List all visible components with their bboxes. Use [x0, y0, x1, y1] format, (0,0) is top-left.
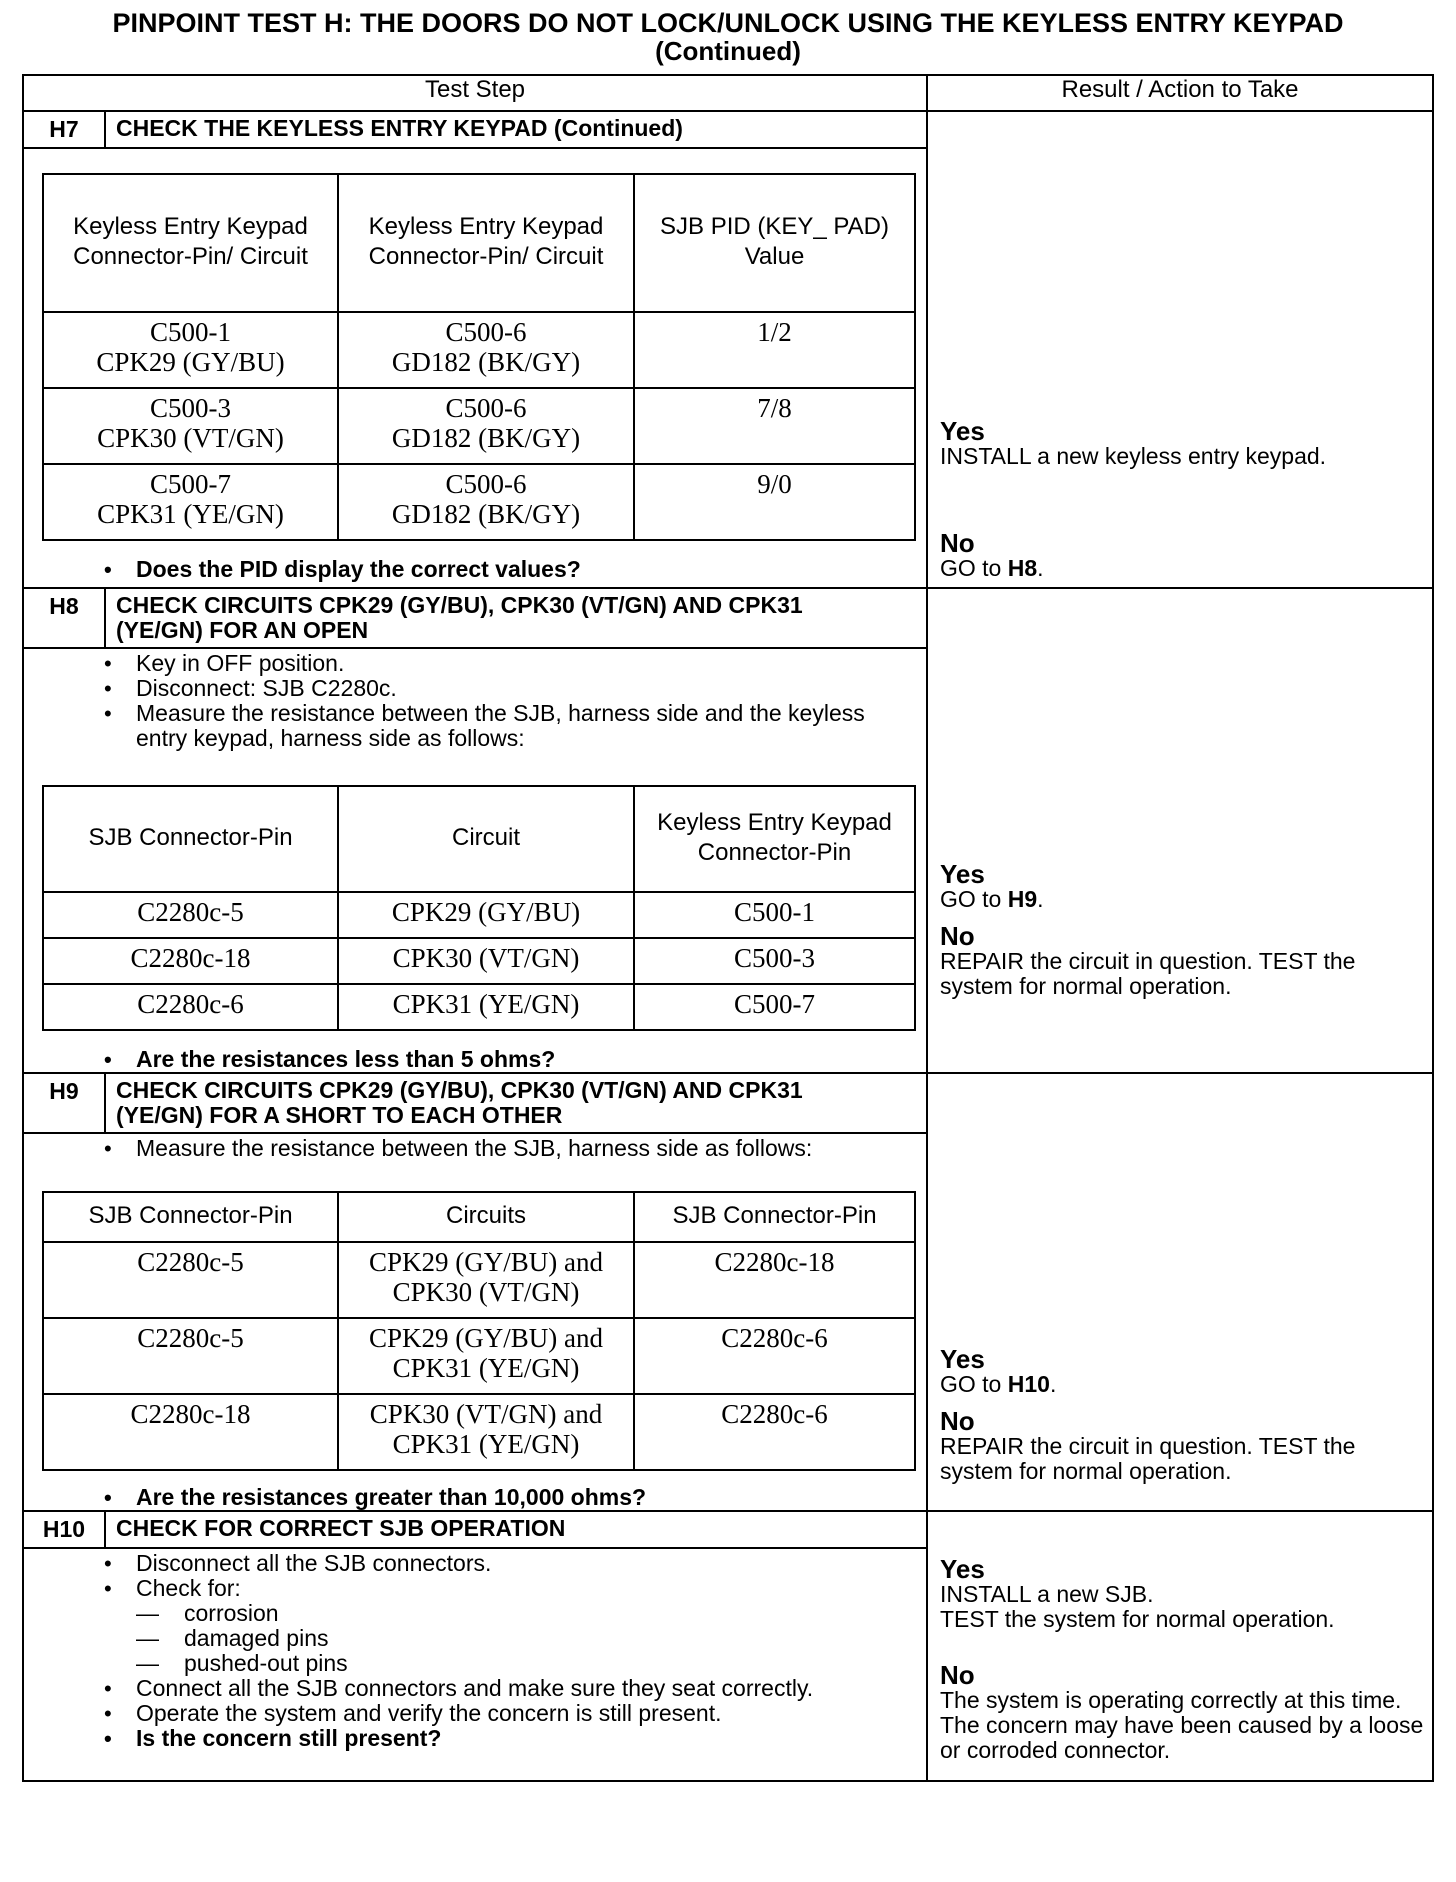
- no-label: No: [940, 1660, 975, 1690]
- table-cell: [338, 312, 634, 388]
- table-cell: C500-3: [634, 938, 915, 984]
- table-header-cell: Keyless Entry Keypad Connector-Pin/ Circuit: [338, 174, 634, 312]
- no-text: [940, 556, 1424, 581]
- pid-table: [42, 173, 916, 541]
- cell-line: CPK30 (VT/GN) and: [369, 1399, 603, 1429]
- step-title-h10: CHECK FOR CORRECT SJB OPERATION: [116, 1515, 566, 1541]
- table-row: [43, 464, 915, 540]
- table-cell: CPK30 (VT/GN): [338, 938, 634, 984]
- step-id-h9: H9: [24, 1074, 106, 1132]
- table-header-cell: Circuits: [338, 1192, 634, 1242]
- table-row: [43, 388, 915, 464]
- cell-line: CPK29 (GY/BU) and: [369, 1323, 603, 1353]
- cell-line: C500-6: [445, 393, 527, 423]
- result-no-h10: [940, 1662, 1424, 1763]
- result-no-h8: [940, 923, 1424, 999]
- table-row: [43, 892, 915, 938]
- cell-line: CPK30 (VT/GN): [392, 1277, 580, 1307]
- table-cell: [338, 1394, 634, 1470]
- no-label: No: [940, 1406, 975, 1436]
- no-text: The system is operating correctly at this time. The concern may have been caused by a loose or corroded connector.: [940, 1687, 1424, 1763]
- bullet-item: • Disconnect: SJB C2280c.: [24, 676, 926, 701]
- yes-text-suffix: .: [1049, 1371, 1057, 1397]
- table-cell: [338, 388, 634, 464]
- bullet-list-h9: [24, 1136, 926, 1161]
- result-cell-h10: [927, 1511, 1433, 1781]
- table-row: [43, 1394, 915, 1470]
- question-h9: • Are the resistances greater than 10,000 ohms?: [24, 1485, 926, 1510]
- table-row: [43, 938, 915, 984]
- result-cell-h8: [927, 588, 1433, 1073]
- table-header-cell: SJB Connector-Pin: [43, 1192, 338, 1242]
- yes-label: Yes: [940, 1344, 985, 1374]
- no-label: No: [940, 921, 975, 951]
- table-cell: [43, 312, 338, 388]
- step-row-h10: [23, 1511, 1433, 1781]
- cell-line: CPK29 (GY/BU): [96, 347, 285, 377]
- yes-text: INSTALL a new keyless entry keypad.: [940, 443, 1327, 469]
- cell-line: C500-7: [150, 469, 231, 499]
- step-row-h7: [23, 111, 1433, 588]
- title-line: CHECK CIRCUITS CPK29 (GY/BU), CPK30 (VT/GN) AND CPK31: [116, 592, 803, 618]
- table-cell: 7/8: [634, 388, 915, 464]
- test-step-column-header: Test Step: [23, 75, 927, 111]
- table-cell: C2280c-6: [634, 1394, 915, 1470]
- sub-list-h10: [24, 1601, 926, 1676]
- bullet-item: • Disconnect all the SJB connectors.: [24, 1551, 926, 1576]
- cell-line: C500-6: [445, 317, 527, 347]
- table-header-row: [43, 174, 915, 312]
- step-row-h8: [23, 588, 1433, 1073]
- result-yes-h10: [940, 1556, 1424, 1632]
- bullet-item: • Connect all the SJB connectors and make sure they seat correctly.: [24, 1676, 926, 1701]
- step-title-h8: [106, 589, 926, 647]
- step-cell-h8: [23, 588, 927, 1073]
- step-id-h7: H7: [24, 112, 106, 147]
- sub-item: — pushed-out pins: [24, 1651, 926, 1676]
- cell-line: GD182 (BK/GY): [391, 347, 581, 377]
- bullet-list-h8: [24, 651, 926, 751]
- step-title-h7: CHECK THE KEYLESS ENTRY KEYPAD (Continued): [116, 115, 683, 141]
- table-header-row: [43, 1192, 915, 1242]
- table-header-cell: Keyless Entry Keypad Connector-Pin/ Circuit: [43, 174, 338, 312]
- table-cell: [338, 1318, 634, 1394]
- bullet-item: • Operate the system and verify the concern is still present.: [24, 1701, 926, 1726]
- step-cell-h9: [23, 1073, 927, 1511]
- yes-label: Yes: [940, 416, 985, 446]
- step-row-h9: [23, 1073, 1433, 1511]
- cell-line: C500-1: [150, 317, 231, 347]
- yes-text-line: INSTALL a new SJB.: [940, 1581, 1154, 1607]
- table-header-cell: Circuit: [338, 786, 634, 892]
- question-list-h9: [24, 1485, 926, 1510]
- question-h10: • Is the concern still present?: [24, 1726, 926, 1751]
- no-text-prefix: GO to: [940, 555, 1008, 581]
- table-header-cell: SJB PID (KEY_ PAD) Value: [634, 174, 915, 312]
- no-label: No: [940, 528, 975, 558]
- cell-line: CPK30 (VT/GN): [97, 423, 284, 453]
- table-cell: C2280c-6: [43, 984, 338, 1030]
- title-line: (YE/GN) FOR A SHORT TO EACH OTHER: [116, 1102, 563, 1128]
- step-reference-link: H9: [1007, 886, 1038, 912]
- step-cell-h7: [23, 111, 927, 588]
- table-cell: 1/2: [634, 312, 915, 388]
- yes-text-suffix: .: [1037, 886, 1044, 912]
- table-row: [43, 984, 915, 1030]
- table-cell: C500-7: [634, 984, 915, 1030]
- no-text: REPAIR the circuit in question. TEST the system for normal operation.: [940, 948, 1356, 999]
- table-cell: [338, 464, 634, 540]
- title-line: CHECK CIRCUITS CPK29 (GY/BU), CPK30 (VT/GN) AND CPK31: [116, 1077, 803, 1103]
- table-header-row: [43, 786, 915, 892]
- result-cell-h9: [927, 1073, 1433, 1511]
- result-cell-h7: [927, 111, 1433, 588]
- bullet-item: • Measure the resistance between the SJB, harness side as follows:: [24, 1136, 926, 1161]
- result-column-header: Result / Action to Take: [927, 75, 1433, 111]
- yes-text-prefix: GO to: [940, 886, 1008, 912]
- resistance-table: [42, 785, 916, 1031]
- table-cell: C2280c-6: [634, 1318, 915, 1394]
- table-row: [43, 1242, 915, 1318]
- table-cell: 9/0: [634, 464, 915, 540]
- cell-line: CPK29 (GY/BU) and: [369, 1247, 603, 1277]
- table-row: [43, 312, 915, 388]
- pinpoint-test-table: [22, 74, 1434, 1782]
- no-text-suffix: .: [1037, 555, 1044, 581]
- result-yes-h7: [940, 418, 1424, 469]
- step-reference-link: H10: [1007, 1371, 1050, 1397]
- bullet-list-h10-b: [24, 1676, 926, 1751]
- sub-item: — corrosion: [24, 1601, 926, 1626]
- title-line: (YE/GN) FOR AN OPEN: [116, 617, 369, 643]
- step-header-h10: [24, 1512, 926, 1549]
- bullet-item: [24, 1576, 926, 1601]
- step-header-h8: [24, 589, 926, 649]
- question-list-h8: [24, 1047, 926, 1072]
- no-text: REPAIR the circuit in question. TEST the system for normal operation.: [940, 1433, 1356, 1484]
- cell-line: CPK31 (YE/GN): [392, 1429, 580, 1459]
- step-id-h8: H8: [24, 589, 106, 647]
- table-cell: C2280c-18: [43, 1394, 338, 1470]
- yes-text-line: TEST the system for normal operation.: [940, 1606, 1335, 1632]
- cell-line: CPK31 (YE/GN): [392, 1353, 580, 1383]
- yes-label: Yes: [940, 859, 985, 889]
- yes-label: Yes: [940, 1554, 985, 1584]
- table-cell: CPK29 (GY/BU): [338, 892, 634, 938]
- step-title-h9: [106, 1074, 926, 1132]
- yes-text: [940, 887, 1424, 912]
- table-header-cell: SJB Connector-Pin: [634, 1192, 915, 1242]
- page-title-line1: PINPOINT TEST H: THE DOORS DO NOT LOCK/UNLOCK USING THE KEYLESS ENTRY KEYPAD: [112, 8, 1344, 38]
- table-cell: C2280c-18: [634, 1242, 915, 1318]
- step-cell-h10: [23, 1511, 927, 1781]
- page-title-line2: (Continued): [655, 36, 801, 66]
- column-header-row: [23, 75, 1433, 111]
- cell-line: GD182 (BK/GY): [391, 499, 581, 529]
- bullet-list-h10: [24, 1551, 926, 1601]
- table-header-cell: SJB Connector-Pin: [43, 786, 338, 892]
- result-no-h9: [940, 1408, 1424, 1484]
- question-list-h7: [24, 557, 926, 582]
- table-cell: C2280c-5: [43, 1318, 338, 1394]
- result-no-h7: [940, 530, 1424, 581]
- table-cell: CPK31 (YE/GN): [338, 984, 634, 1030]
- step-header-h9: [24, 1074, 926, 1134]
- cell-line: C500-3: [150, 393, 231, 423]
- table-cell: [338, 1242, 634, 1318]
- table-cell: [43, 464, 338, 540]
- yes-text: [940, 1372, 1424, 1397]
- question-h8: • Are the resistances less than 5 ohms?: [24, 1047, 926, 1072]
- table-header-cell: Keyless Entry Keypad Connector-Pin: [634, 786, 915, 892]
- bullet-text: Check for:: [136, 1575, 241, 1601]
- bullet-item: • Measure the resistance between the SJB, harness side and the keyless entry keypad, harness side as follows:: [24, 701, 926, 751]
- result-yes-h8: [940, 861, 1424, 912]
- yes-text-prefix: GO to: [940, 1371, 1008, 1397]
- cell-line: CPK31 (YE/GN): [97, 499, 284, 529]
- question-h7: • Does the PID display the correct values?: [24, 557, 926, 582]
- table-cell: C2280c-5: [43, 892, 338, 938]
- table-cell: C500-1: [634, 892, 915, 938]
- step-reference-link: H8: [1007, 555, 1038, 581]
- table-cell: [43, 388, 338, 464]
- table-row: [43, 1318, 915, 1394]
- cell-line: GD182 (BK/GY): [391, 423, 581, 453]
- page-title: [0, 8, 1456, 65]
- step-header-h7: [24, 112, 926, 149]
- table-cell: C2280c-5: [43, 1242, 338, 1318]
- bullet-item: • Key in OFF position.: [24, 651, 926, 676]
- step-id-h10: H10: [24, 1512, 106, 1547]
- cell-line: C500-6: [445, 469, 527, 499]
- table-cell: C2280c-18: [43, 938, 338, 984]
- sub-item: — damaged pins: [24, 1626, 926, 1651]
- short-test-table: [42, 1191, 916, 1471]
- result-yes-h9: [940, 1346, 1424, 1397]
